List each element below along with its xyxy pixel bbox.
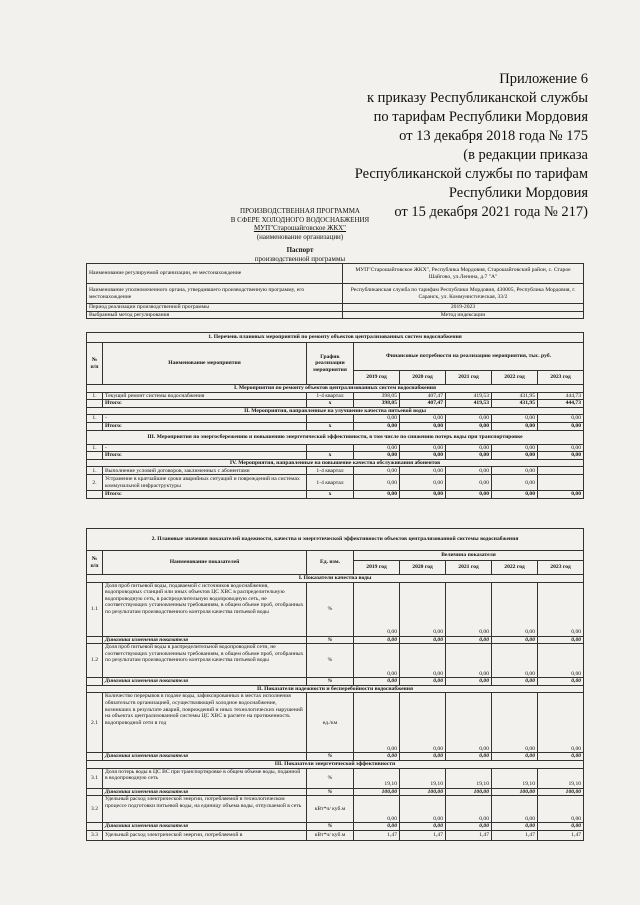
- section-heading: IV. Мероприятия, направленные на повышение качества обслуживания абонентов: [87, 459, 584, 467]
- table-cell: 0,00: [400, 491, 446, 499]
- table-row: [87, 636, 584, 644]
- section-heading: II. Показатели надежности и бесперебойности водоснабжения: [87, 685, 584, 693]
- table-cell: х: [307, 491, 354, 499]
- table-cell: 407,47: [400, 392, 446, 400]
- table-row: [87, 452, 584, 460]
- table-cell: 1.2: [87, 644, 103, 678]
- table-title: 2. Плановые значения показателей надежности, качества и энергетической эффективности объектов централизованной системы водоснабжения: [87, 529, 584, 551]
- info-label: Наименование регулируемой организации, ее местонахождение: [87, 264, 343, 284]
- table-cell: [87, 491, 103, 499]
- table-cell: 0,00: [400, 753, 446, 761]
- table-cell: 100,00: [400, 788, 446, 796]
- info-label: Выбранный метод регулирования: [87, 311, 343, 319]
- table-cell: 100,00: [446, 788, 492, 796]
- header-line: к приказу Республиканской службы: [366, 90, 588, 106]
- header-line: по тарифам Республики Мордовия: [373, 109, 588, 125]
- passport-heading: [200, 246, 400, 263]
- table-row: [87, 678, 584, 686]
- table-cell: 0,00: [492, 823, 538, 831]
- table-cell: 0,00: [446, 452, 492, 460]
- table-row: [87, 768, 584, 788]
- table-title: 1. Перечень плановых мероприятий по ремонту объектов централизованных систем водоснабжения: [87, 333, 584, 343]
- year-header: 2019 год: [354, 561, 400, 575]
- table-cell: %: [307, 636, 354, 644]
- table-cell: 0,00: [400, 644, 446, 678]
- table-row: [87, 422, 584, 430]
- table-cell: 0,00: [538, 796, 584, 823]
- table-cell: 0,00: [538, 753, 584, 761]
- year-header: 2021 год: [446, 371, 492, 385]
- year-header: 2023 год: [538, 371, 584, 385]
- table-cell: [87, 452, 103, 460]
- table-cell: 0,00: [492, 415, 538, 423]
- table-cell: %: [307, 788, 354, 796]
- table-cell: 0,00: [400, 796, 446, 823]
- table-cell: 1,47: [446, 830, 492, 840]
- col-header-name: Наименование показателей: [103, 551, 307, 575]
- table-cell: 431,95: [492, 392, 538, 400]
- table-row: [87, 644, 584, 678]
- header-line: Приложение 6: [499, 71, 588, 87]
- table-row: [87, 415, 584, 423]
- table-cell: Устранение в кратчайшие сроки аварийных ситуаций и повреждений на системах коммунальной инфраструктуры: [103, 475, 307, 491]
- table-cell: %: [307, 753, 354, 761]
- passport-subtitle: производственной программы: [254, 254, 346, 263]
- table-cell: 431,95: [492, 400, 538, 408]
- measures-table: [86, 332, 584, 499]
- table-cell: 1,47: [400, 830, 446, 840]
- table-cell: 0,00: [354, 796, 400, 823]
- table-cell: Удельный расход электрической энергии, потребляемой в технологическом процессе подготовки питьевой воды, на единицу объема воды, отпускаемой в сеть: [103, 796, 307, 823]
- table-cell: ед./км: [307, 693, 354, 753]
- table-cell: Динамика изменения показателя: [103, 823, 307, 831]
- table-cell: 19,10: [538, 768, 584, 788]
- table-cell: %: [307, 823, 354, 831]
- info-value: 2019-2023: [343, 304, 584, 312]
- table-cell: 1-4 квартал: [307, 467, 354, 475]
- table-cell: Итого:: [103, 452, 307, 460]
- table-cell: Доля проб питьевой воды, подаваемой с источников водоснабжения, водопроводных станций или иных объектов ЦС ХВС в распределительную водопроводную сеть, в распределительную водопроводную сеть, не соответствующих установленным требованиям, в общем объеме проб, отобранных по результатам производственного контроля качества питьевой воды: [103, 582, 307, 636]
- table-cell: 1.: [87, 392, 103, 400]
- table-cell: Динамика изменения показателя: [103, 678, 307, 686]
- table-cell: -: [103, 444, 307, 452]
- table-cell: [538, 467, 584, 475]
- table-row: [87, 311, 584, 319]
- table-cell: 0,00: [492, 644, 538, 678]
- table-row: [87, 475, 584, 491]
- table-cell: х: [307, 400, 354, 408]
- table-cell: 0,00: [446, 491, 492, 499]
- table-cell: 3.1: [87, 768, 103, 788]
- year-header: 2019 год: [354, 371, 400, 385]
- table-cell: [307, 444, 354, 452]
- year-header: 2021 год: [446, 561, 492, 575]
- table-cell: 444,73: [538, 400, 584, 408]
- table-cell: 0,00: [400, 444, 446, 452]
- info-value: МУП"Старошайговское ЖКХ", Республика Мордовия, Старошайговский район, с. Старое Шайгово, ул.Ленина, д.7 "А": [343, 264, 584, 284]
- table-cell: 0,00: [354, 444, 400, 452]
- table-cell: 0,00: [354, 678, 400, 686]
- section-heading: I. Показатели качества воды: [87, 575, 584, 583]
- year-header: 2022 год: [492, 371, 538, 385]
- table-cell: 0,00: [400, 475, 446, 491]
- table-cell: 0,00: [538, 415, 584, 423]
- table-row: [87, 582, 584, 636]
- table-cell: 398,05: [354, 392, 400, 400]
- table-cell: Текущий ремонт системы водоснабжения: [103, 392, 307, 400]
- table-cell: 0,00: [354, 422, 400, 430]
- organization-note: (наименование организации): [256, 232, 344, 241]
- table-row: [87, 753, 584, 761]
- table-cell: Итого:: [103, 491, 307, 499]
- col-header-num: № п/п: [87, 343, 103, 385]
- section-heading: III. Показатели энергетической эффективности: [87, 760, 584, 768]
- year-header: 2020 год: [400, 561, 446, 575]
- table-cell: х: [307, 422, 354, 430]
- info-label: Наименование уполномоченного органа, утвердившего производственную программу, его местонахождение: [87, 284, 343, 304]
- table-cell: 0,00: [446, 475, 492, 491]
- table-cell: 19,10: [354, 768, 400, 788]
- table-cell: 0,00: [354, 693, 400, 753]
- table-cell: 100,00: [538, 788, 584, 796]
- table-cell: 2.: [87, 475, 103, 491]
- table-cell: 0,00: [538, 644, 584, 678]
- header-line: (в редакции приказа: [463, 147, 588, 163]
- table-cell: 0,00: [446, 644, 492, 678]
- header-line: Республики Мордовия: [448, 185, 588, 201]
- info-value: Республиканская служба по тарифам Республики Мордовия, 430005, Республика Мордовия, г. Саранск, ул. Коммунистическая, 33/2: [343, 284, 584, 304]
- table-cell: 2.1: [87, 693, 103, 753]
- table-cell: 1,47: [492, 830, 538, 840]
- table-cell: 0,00: [492, 452, 538, 460]
- table-cell: 0,00: [492, 475, 538, 491]
- table-cell: 0,00: [354, 644, 400, 678]
- table-cell: 0,00: [492, 582, 538, 636]
- header-line: от 15 декабря 2021 года № 217): [394, 204, 588, 220]
- table-cell: 1.: [87, 415, 103, 423]
- table-cell: Выполнение условий договоров, заключенных с абонентами: [103, 467, 307, 475]
- table-cell: 19,10: [492, 768, 538, 788]
- table-cell: 0,00: [446, 444, 492, 452]
- table-cell: [87, 678, 103, 686]
- indicators-table: [86, 528, 584, 841]
- table-cell: Динамика изменения показателя: [103, 788, 307, 796]
- table-cell: 0,00: [538, 693, 584, 753]
- table-cell: Итого:: [103, 422, 307, 430]
- table-row: [87, 304, 584, 312]
- table-cell: х: [307, 452, 354, 460]
- col-header-name: Наименование мероприятия: [103, 343, 307, 385]
- table-cell: 0,00: [446, 636, 492, 644]
- table-row: [87, 796, 584, 823]
- table-cell: 0,00: [354, 452, 400, 460]
- table-cell: 0,00: [400, 823, 446, 831]
- table-cell: 0,00: [354, 823, 400, 831]
- table-cell: 1.: [87, 467, 103, 475]
- table-cell: 0,00: [492, 693, 538, 753]
- info-value: Метод индексации: [343, 311, 584, 319]
- table-cell: %: [307, 582, 354, 636]
- info-label: Период реализации производственной программы: [87, 304, 343, 312]
- table-row: [87, 392, 584, 400]
- table-cell: 0,00: [446, 422, 492, 430]
- table-cell: 0,00: [354, 475, 400, 491]
- table-cell: 0,00: [492, 636, 538, 644]
- program-title: [200, 207, 400, 241]
- table-cell: Динамика изменения показателя: [103, 636, 307, 644]
- table-cell: 0,00: [354, 753, 400, 761]
- table-cell: 0,00: [538, 422, 584, 430]
- passport-title: Паспорт: [286, 246, 314, 254]
- table-cell: [87, 823, 103, 831]
- year-header: 2023 год: [538, 561, 584, 575]
- table-cell: [87, 636, 103, 644]
- table-cell: 1,47: [354, 830, 400, 840]
- table-cell: 3.2: [87, 796, 103, 823]
- title-line: ПРОИЗВОДСТВЕННАЯ ПРОГРАММА: [240, 207, 360, 215]
- table-cell: 407,47: [400, 400, 446, 408]
- table-cell: 0,00: [400, 422, 446, 430]
- table-cell: 0,00: [446, 467, 492, 475]
- table-cell: 0,00: [538, 452, 584, 460]
- table-cell: кВт*ч/ куб.м: [307, 796, 354, 823]
- table-cell: 0,00: [354, 491, 400, 499]
- table-cell: 419,53: [446, 400, 492, 408]
- col-header-finance: Финансовые потребности на реализацию мероприятия, тыс. руб.: [354, 343, 584, 371]
- table-cell: 0,00: [492, 753, 538, 761]
- table-cell: 0,00: [446, 753, 492, 761]
- table-cell: 0,00: [492, 796, 538, 823]
- table-row: [87, 830, 584, 840]
- col-header-values: Величина показателя: [354, 551, 584, 561]
- col-header-schedule: График реализации мероприятия: [307, 343, 354, 385]
- table-cell: 0,00: [446, 693, 492, 753]
- table-cell: 1.1: [87, 582, 103, 636]
- table-cell: 100,00: [492, 788, 538, 796]
- table-cell: 1-4 квартал: [307, 475, 354, 491]
- table-row: [87, 444, 584, 452]
- year-header: 2022 год: [492, 561, 538, 575]
- table-cell: 100,00: [354, 788, 400, 796]
- table-cell: 419,53: [446, 392, 492, 400]
- table-cell: 444,73: [538, 392, 584, 400]
- table-cell: 0,00: [446, 796, 492, 823]
- table-cell: Доля проб питьевой воды в распределительной водопроводной сети, не соответствующих установленным требованиям, в общем объеме проб, отобранных по результатам производственного контроля качества питьевой воды: [103, 644, 307, 678]
- table-cell: 0,00: [492, 491, 538, 499]
- table-cell: [87, 788, 103, 796]
- table-cell: 0,00: [354, 582, 400, 636]
- table-cell: 3.3: [87, 830, 103, 840]
- table-cell: Доля потерь воды в ЦС ВС при транспортировке в общем объеме воды, поданной в водопроводную сеть: [103, 768, 307, 788]
- col-header-num: № п/п: [87, 551, 103, 575]
- table-cell: 1.: [87, 444, 103, 452]
- table-cell: 0,00: [354, 636, 400, 644]
- table-cell: 19,10: [400, 768, 446, 788]
- table-row: [87, 491, 584, 499]
- table-cell: 0,00: [538, 582, 584, 636]
- table-cell: [307, 415, 354, 423]
- table-row: [87, 264, 584, 284]
- table-cell: 398,05: [354, 400, 400, 408]
- table-cell: 0,00: [446, 582, 492, 636]
- year-header: 2020 год: [400, 371, 446, 385]
- table-cell: 0,00: [492, 467, 538, 475]
- title-line: В СФЕРЕ ХОЛОДНОГО ВОДОСНАБЖЕНИЯ: [230, 215, 370, 224]
- table-cell: Динамика изменения показателя: [103, 753, 307, 761]
- section-heading: III. Мероприятия по энергосбережению и повышению энергетической эффективности, в том числе по снижению потерь воды при транспортировке: [87, 430, 584, 444]
- table-cell: [87, 753, 103, 761]
- table-cell: [87, 400, 103, 408]
- table-cell: %: [307, 644, 354, 678]
- table-row: [87, 400, 584, 408]
- table-cell: 0,00: [492, 422, 538, 430]
- order-header: [288, 70, 588, 222]
- table-cell: кВт*ч/ куб.м: [307, 830, 354, 840]
- table-cell: 0,00: [446, 823, 492, 831]
- table-cell: 1-4 квартал: [307, 392, 354, 400]
- table-row: [87, 823, 584, 831]
- table-row: [87, 788, 584, 796]
- table-cell: 0,00: [538, 444, 584, 452]
- table-cell: 19,10: [446, 768, 492, 788]
- table-cell: 1,47: [538, 830, 584, 840]
- table-cell: 0,00: [446, 415, 492, 423]
- table-cell: 0,00: [400, 693, 446, 753]
- table-cell: [87, 422, 103, 430]
- header-line: Республиканской службы по тарифам: [354, 166, 588, 182]
- col-header-unit: Ед. изм.: [307, 551, 354, 575]
- section-heading: I. Мероприятия по ремонту объектов централизованных систем водоснабжения: [87, 385, 584, 393]
- table-cell: Удельный расход электрической энергии, потребляемой в: [103, 830, 307, 840]
- table-row: [87, 693, 584, 753]
- table-cell: 0,00: [400, 467, 446, 475]
- table-cell: 0,00: [354, 415, 400, 423]
- organization-name: МУП"Старошайговское ЖКХ": [253, 224, 347, 232]
- table-cell: 0,00: [354, 467, 400, 475]
- table-cell: 0,00: [400, 636, 446, 644]
- table-cell: 0,00: [538, 678, 584, 686]
- table-cell: Итого:: [103, 400, 307, 408]
- section-heading: II. Мероприятия, направленные на улучшение качества питьевой воды: [87, 407, 584, 415]
- table-cell: -: [103, 415, 307, 423]
- table-cell: %: [307, 768, 354, 788]
- table-cell: [538, 475, 584, 491]
- table-cell: 0,00: [400, 452, 446, 460]
- table-row: [87, 467, 584, 475]
- table-cell: 0,00: [538, 636, 584, 644]
- passport-table: [86, 263, 584, 319]
- table-cell: 0,00: [492, 444, 538, 452]
- table-cell: 0,00: [400, 415, 446, 423]
- header-line: от 13 декабря 2018 года № 175: [399, 128, 588, 144]
- table-cell: 0,00: [538, 491, 584, 499]
- table-cell: 0,00: [400, 582, 446, 636]
- table-cell: 0,00: [446, 678, 492, 686]
- table-cell: %: [307, 678, 354, 686]
- table-cell: 0,00: [538, 823, 584, 831]
- table-row: [87, 284, 584, 304]
- table-cell: Количество перерывов в подаче воды, зафиксированных в местах исполнения обязательств организацией, осуществляющей холодное водоснабжение, возникших в результате аварий, повреждений и иных технологических нарушений на объектах централизованной системы ЦС ХВС в расчете на протяженность водопроводной сети в год: [103, 693, 307, 753]
- table-cell: 0,00: [492, 678, 538, 686]
- table-cell: 0,00: [400, 678, 446, 686]
